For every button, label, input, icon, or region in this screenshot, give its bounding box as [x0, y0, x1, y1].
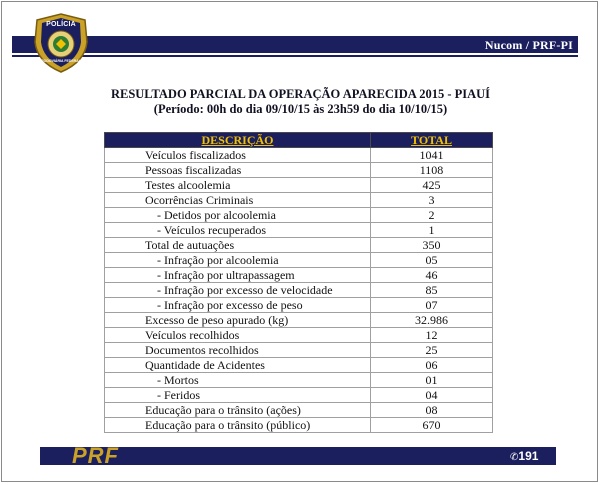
row-total: 06: [371, 358, 493, 373]
table-row: [105, 328, 493, 343]
row-total: 1108: [371, 163, 493, 178]
table-row: [105, 148, 493, 163]
row-description: Quantidade de Acidentes: [105, 358, 371, 373]
row-total: 3: [371, 193, 493, 208]
table-row: [105, 388, 493, 403]
row-total: 25: [371, 343, 493, 358]
row-description: Educação para o trânsito (ações): [105, 403, 371, 418]
table-row: [105, 358, 493, 373]
table-row: [105, 178, 493, 193]
row-total: 04: [371, 388, 493, 403]
row-description: - Infração por excesso de peso: [105, 298, 371, 313]
row-total: 05: [371, 253, 493, 268]
row-total: 12: [371, 328, 493, 343]
row-total: 07: [371, 298, 493, 313]
row-description: Excesso de peso apurado (kg): [105, 313, 371, 328]
row-description: - Detidos por alcoolemia: [105, 208, 371, 223]
org-label: Nucom / PRF-PI: [484, 38, 573, 52]
row-total: 2: [371, 208, 493, 223]
row-total: 01: [371, 373, 493, 388]
row-total: 08: [371, 403, 493, 418]
row-description: - Feridos: [105, 388, 371, 403]
row-description: - Mortos: [105, 373, 371, 388]
row-description: - Veículos recuperados: [105, 223, 371, 238]
phone-number: [510, 449, 538, 463]
table-row: [105, 283, 493, 298]
row-total: 1: [371, 223, 493, 238]
table-row: [105, 343, 493, 358]
badge-ring-text: RODOVIÁRIA FEDERAL: [41, 59, 81, 63]
table-row: [105, 253, 493, 268]
row-description: - Infração por excesso de velocidade: [105, 283, 371, 298]
row-description: Total de autuações: [105, 238, 371, 253]
row-description: Educação para o trânsito (público): [105, 418, 371, 433]
table-row: [105, 298, 493, 313]
prf-logo: PRF: [72, 443, 119, 468]
row-description: - Infração por alcoolemia: [105, 253, 371, 268]
row-description: Pessoas fiscalizadas: [105, 163, 371, 178]
row-total: 46: [371, 268, 493, 283]
column-header-total: TOTAL: [371, 133, 493, 148]
table-row: [105, 223, 493, 238]
table-row: [105, 418, 493, 433]
row-total: 85: [371, 283, 493, 298]
badge-top-text: POLÍCIA: [46, 21, 76, 28]
results-table: [104, 132, 493, 433]
row-total: 1041: [371, 148, 493, 163]
row-description: Documentos recolhidos: [105, 343, 371, 358]
header-underline: [12, 55, 578, 57]
table-row: [105, 163, 493, 178]
police-badge-icon: [29, 12, 93, 74]
row-description: Testes alcoolemia: [105, 178, 371, 193]
row-total: 32.986: [371, 313, 493, 328]
report-period: (Período: 00h do dia 09/10/15 às 23h59 do dia 10/10/15): [153, 102, 448, 116]
row-total: 350: [371, 238, 493, 253]
row-total: 670: [371, 418, 493, 433]
table-row: [105, 193, 493, 208]
table-row: [105, 313, 493, 328]
phone-number-text: 191: [518, 449, 539, 463]
row-description: Ocorrências Criminais: [105, 193, 371, 208]
table-row: [105, 403, 493, 418]
table-row: [105, 238, 493, 253]
table-row: [105, 373, 493, 388]
row-total: 425: [371, 178, 493, 193]
column-header-description: DESCRIÇÃO: [105, 133, 371, 148]
row-description: - Infração por ultrapassagem: [105, 268, 371, 283]
row-description: Veículos fiscalizados: [105, 148, 371, 163]
table-row: [105, 268, 493, 283]
table-header-row: [105, 133, 493, 148]
phone-icon: ✆: [510, 452, 519, 463]
report-title: RESULTADO PARCIAL DA OPERAÇÃO APARECIDA 2015 - PIAUÍ: [110, 87, 491, 101]
row-description: Veículos recolhidos: [105, 328, 371, 343]
table-row: [105, 208, 493, 223]
